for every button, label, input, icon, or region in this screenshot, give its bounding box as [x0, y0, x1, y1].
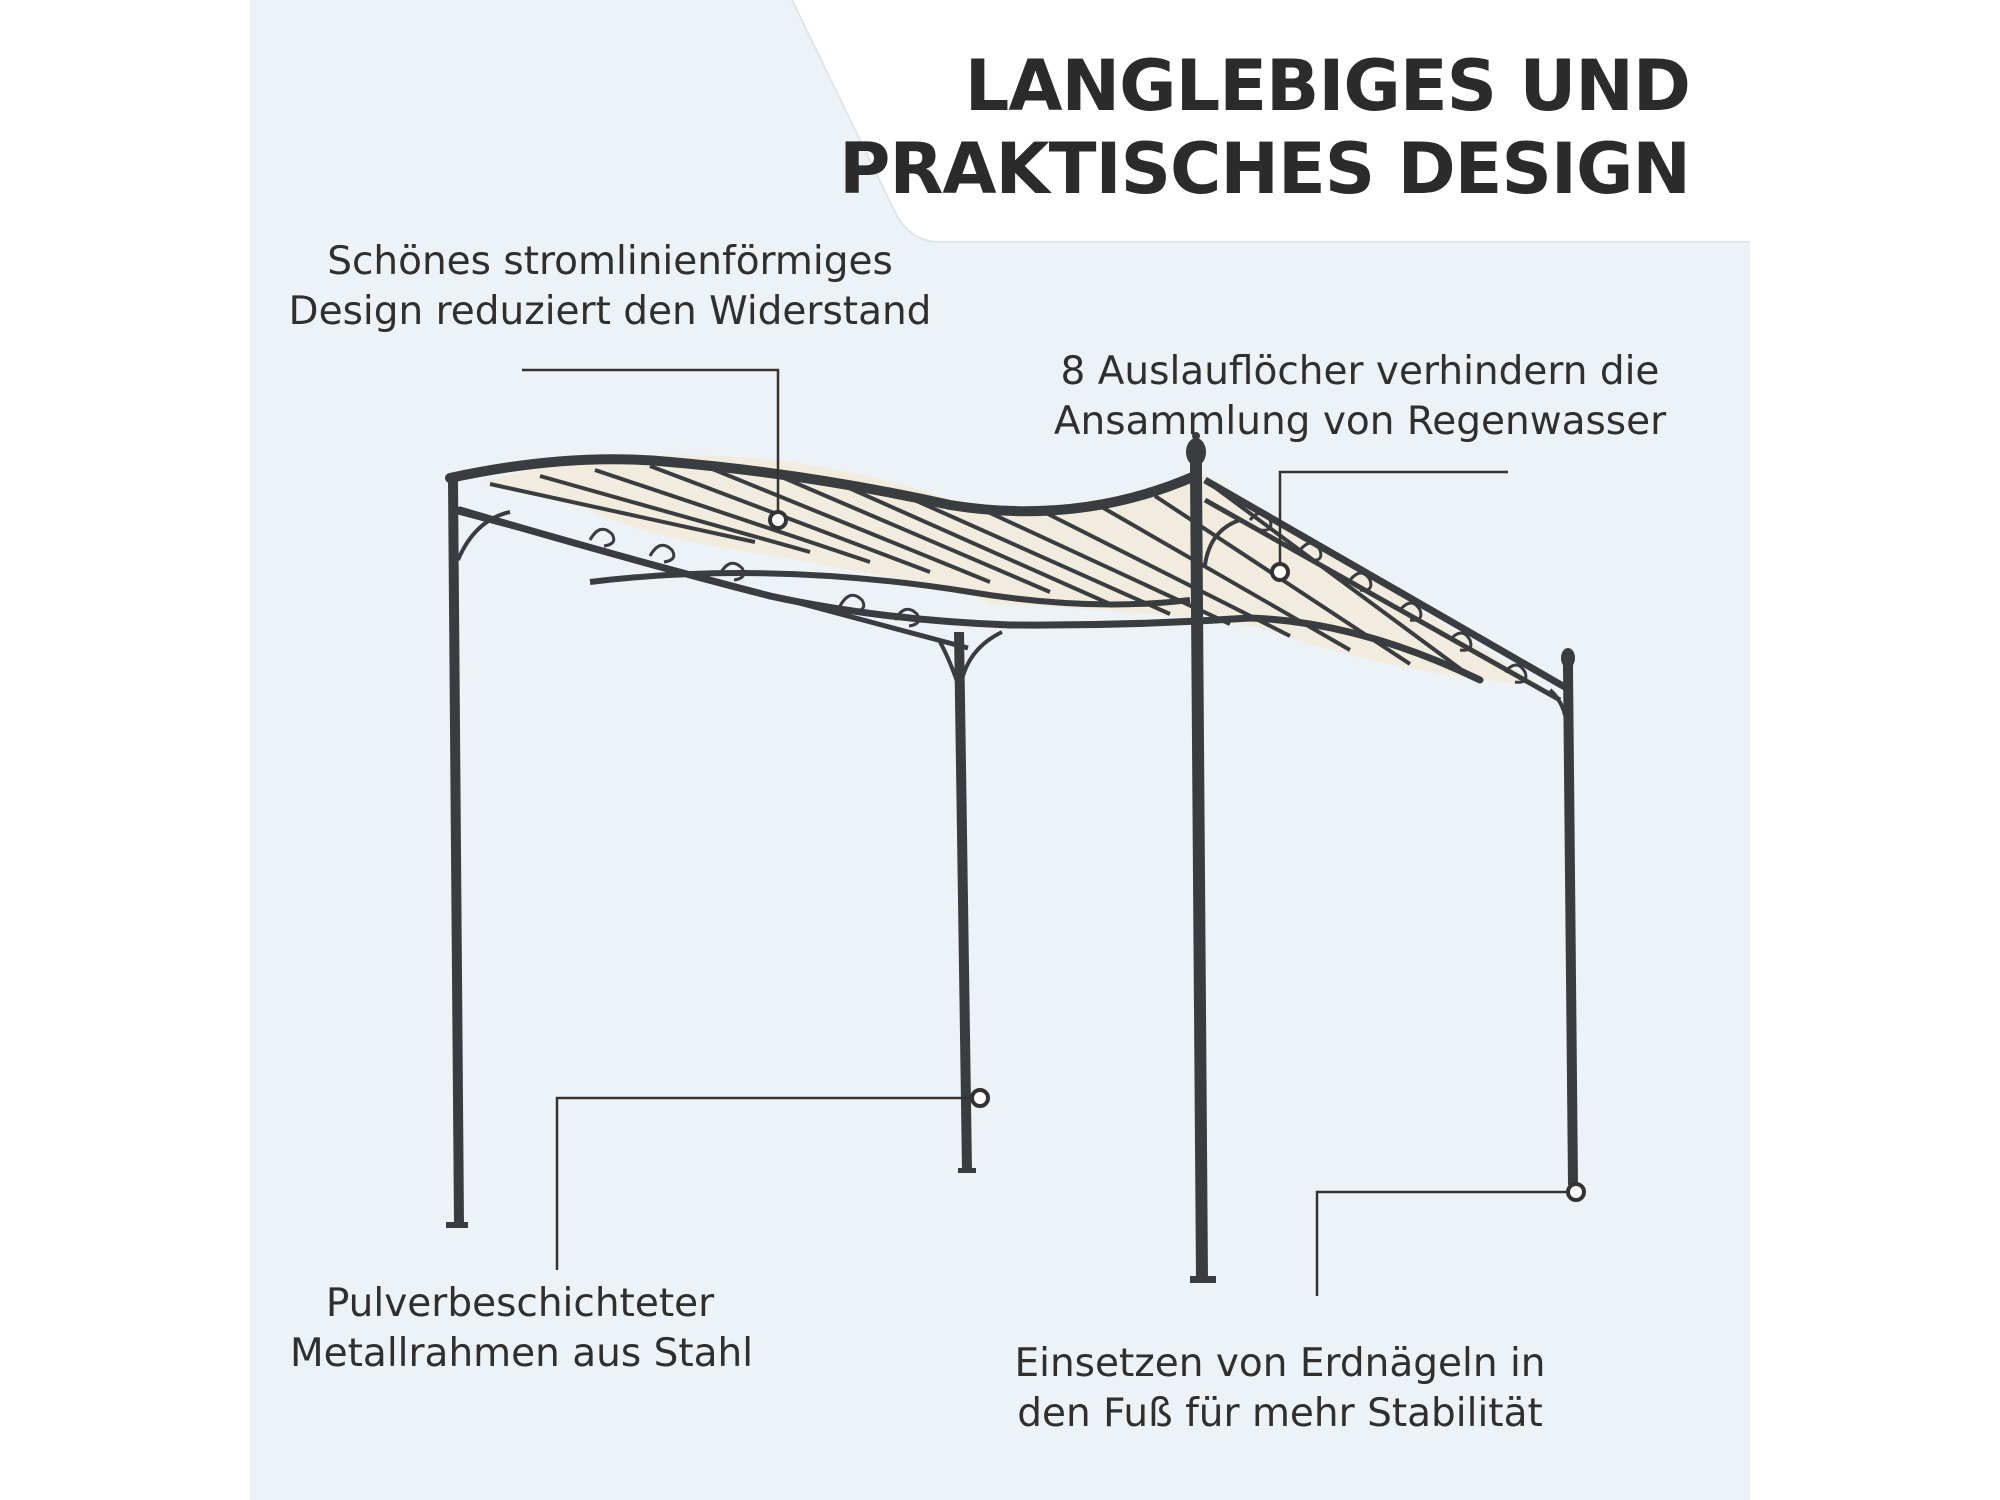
callout-streamlined-design	[280, 237, 940, 337]
leader-frame	[557, 1098, 975, 1270]
marker-design	[770, 512, 786, 528]
leader-stakes	[1317, 1192, 1572, 1296]
headline-line-2: PRAKTISCHES DESIGN	[839, 128, 1690, 210]
marker-stakes	[1568, 1184, 1584, 1200]
callout-design-line-2: Design reduziert den Widerstand	[288, 289, 932, 334]
callout-stakes-line-2: den Fuß für mehr Stabilität	[1017, 1391, 1543, 1436]
callout-steel-frame	[290, 1279, 754, 1379]
marker-frame	[972, 1090, 988, 1106]
marker-drain	[1272, 564, 1288, 580]
callout-drain-line-1: 8 Auslauflöcher verhindern die	[1060, 349, 1660, 394]
callout-stakes-line-1: Einsetzen von Erdnägeln in	[1014, 1341, 1546, 1386]
gazebo-illustration	[250, 0, 1750, 1500]
canopy-fabric	[485, 455, 1540, 685]
callout-frame-line-1: Pulverbeschichteter	[325, 1281, 715, 1326]
infographic-panel	[250, 0, 1750, 1500]
callout-ground-stakes	[980, 1339, 1580, 1439]
callout-design-line-1: Schönes stromlinienförmiges	[327, 239, 893, 284]
callout-frame-line-2: Metallrahmen aus Stahl	[290, 1331, 754, 1376]
callout-drain-line-2: Ansammlung von Regenwasser	[1053, 399, 1667, 444]
headline-line-1: LANGLEBIGES UND	[964, 45, 1690, 127]
callout-drain-holes	[1030, 347, 1690, 447]
